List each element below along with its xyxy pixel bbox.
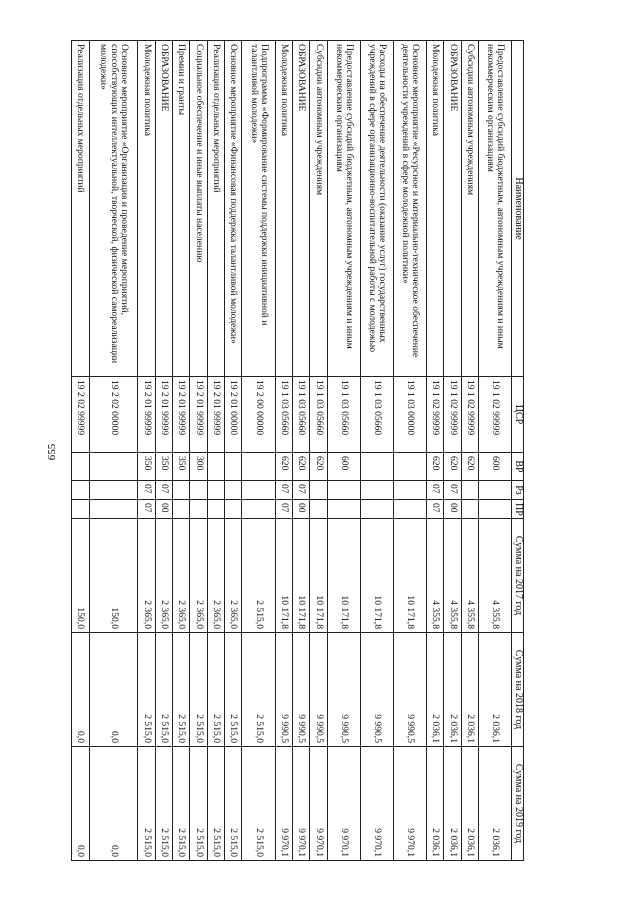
row-rz [327, 481, 360, 500]
row-sum-2018: 2 515,0 [225, 633, 242, 747]
row-vr: 620 [275, 453, 292, 481]
row-sum-2018: 2 036,1 [444, 633, 461, 747]
row-pr [72, 500, 90, 519]
row-name: Субсидии автономным учреждениям [461, 41, 478, 377]
row-pr [242, 500, 275, 519]
row-rz [72, 481, 90, 500]
header-sum-2018: Сумма на 2018 год [512, 633, 524, 747]
row-sum-2019: 2 515,0 [138, 747, 155, 861]
row-csr: 19 2 01 99999 [138, 377, 155, 453]
row-csr: 19 1 03 00000 [393, 377, 426, 453]
row-rz: 07 [292, 481, 309, 500]
row-vr [393, 453, 426, 481]
row-rz [89, 481, 138, 500]
row-vr: 620 [461, 453, 478, 481]
row-sum-2018: 2 515,0 [138, 633, 155, 747]
row-sum-2017: 150,0 [72, 519, 90, 633]
row-sum-2018: 2 515,0 [190, 633, 207, 747]
row-vr [360, 453, 393, 481]
row-sum-2018: 2 036,1 [461, 633, 478, 747]
row-csr: 19 1 03 05660 [327, 377, 360, 453]
table-row [310, 41, 327, 861]
row-sum-2018: 0,0 [89, 633, 138, 747]
table-row [173, 41, 190, 861]
row-pr [190, 500, 207, 519]
header-row [512, 41, 524, 861]
row-sum-2019: 2 515,0 [173, 747, 190, 861]
table-row [89, 41, 138, 861]
row-pr [225, 500, 242, 519]
row-pr [393, 500, 426, 519]
header-vr: ВР [512, 453, 524, 481]
row-pr: 00 [444, 500, 461, 519]
row-sum-2019: 2 515,0 [190, 747, 207, 861]
row-name: Основное мероприятие «Финансовая поддержка талантливой молодежи» [225, 41, 242, 377]
row-name: Реализация отдельных мероприятий [207, 41, 224, 377]
row-pr [327, 500, 360, 519]
row-csr: 19 1 03 05660 [310, 377, 327, 453]
row-name: Реализация отдельных мероприятий [72, 41, 90, 377]
row-pr [461, 500, 478, 519]
header-csr: ЦСР [512, 377, 524, 453]
row-vr [225, 453, 242, 481]
row-vr: 350 [173, 453, 190, 481]
row-csr: 19 1 03 05660 [360, 377, 393, 453]
table-row [242, 41, 275, 861]
row-vr: 620 [427, 453, 444, 481]
row-name: ОБРАЗОВАНИЕ [155, 41, 172, 377]
row-sum-2019: 2 515,0 [207, 747, 224, 861]
row-rz: 07 [138, 481, 155, 500]
row-sum-2017: 4 355,8 [427, 519, 444, 633]
row-csr: 19 1 03 05660 [275, 377, 292, 453]
row-rz [360, 481, 393, 500]
row-rz [461, 481, 478, 500]
row-rz [190, 481, 207, 500]
row-sum-2018: 9 990,5 [360, 633, 393, 747]
row-name: Основное мероприятие «Организация и проведение мероприятий, способствующих интеллектуальной, творческой, физической самореализации молодежи» [89, 41, 138, 377]
row-sum-2017: 10 171,8 [310, 519, 327, 633]
row-sum-2017: 2 365,0 [173, 519, 190, 633]
row-name: Премии и гранты [173, 41, 190, 377]
row-sum-2018: 2 036,1 [479, 633, 512, 747]
row-name: Субсидии автономным учреждениям [310, 41, 327, 377]
table-row [427, 41, 444, 861]
row-csr: 19 1 02 99999 [461, 377, 478, 453]
table-row [138, 41, 155, 861]
header-pr: ПР [512, 500, 524, 519]
row-rz [310, 481, 327, 500]
row-csr: 19 2 02 99999 [72, 377, 90, 453]
row-rz [479, 481, 512, 500]
row-sum-2017: 2 365,0 [190, 519, 207, 633]
row-rz [393, 481, 426, 500]
row-pr [89, 500, 138, 519]
row-pr [207, 500, 224, 519]
row-sum-2017: 4 355,8 [444, 519, 461, 633]
row-sum-2019: 9 970,1 [275, 747, 292, 861]
row-sum-2018: 9 990,5 [292, 633, 309, 747]
row-pr [479, 500, 512, 519]
row-name: Основное мероприятие «Ресурсное и материально-техническое обеспечение деятельности учреждений в сфере молодежной политики» [393, 41, 426, 377]
table-row [207, 41, 224, 861]
row-name: ОБРАЗОВАНИЕ [292, 41, 309, 377]
row-sum-2019: 9 970,1 [310, 747, 327, 861]
row-vr: 600 [327, 453, 360, 481]
row-csr: 19 2 01 99999 [190, 377, 207, 453]
row-name: Молодежная политика [138, 41, 155, 377]
row-csr: 19 2 01 99999 [173, 377, 190, 453]
row-rz [207, 481, 224, 500]
table-row [225, 41, 242, 861]
row-rz [173, 481, 190, 500]
row-name: Предоставление субсидий бюджетным, автономным учреждениям и иным некоммерческим организациям [479, 41, 512, 377]
row-sum-2019: 2 036,1 [444, 747, 461, 861]
table-row [72, 41, 90, 861]
row-sum-2018: 2 515,0 [155, 633, 172, 747]
row-sum-2018: 9 990,5 [310, 633, 327, 747]
row-vr: 300 [190, 453, 207, 481]
table-row [190, 41, 207, 861]
row-pr: 00 [292, 500, 309, 519]
table-row [360, 41, 393, 861]
row-sum-2017: 10 171,8 [393, 519, 426, 633]
row-sum-2019: 9 970,1 [292, 747, 309, 861]
row-sum-2018: 9 990,5 [393, 633, 426, 747]
budget-table [71, 40, 524, 861]
row-rz [242, 481, 275, 500]
row-rz: 07 [155, 481, 172, 500]
row-rz [225, 481, 242, 500]
row-sum-2018: 2 515,0 [173, 633, 190, 747]
row-csr: 19 2 02 00000 [89, 377, 138, 453]
row-csr: 19 2 01 99999 [207, 377, 224, 453]
table-row [327, 41, 360, 861]
header-sum-2019: Сумма на 2019 год [512, 747, 524, 861]
row-sum-2019: 9 970,1 [393, 747, 426, 861]
row-pr: 07 [138, 500, 155, 519]
table-row [479, 41, 512, 861]
table-row [461, 41, 478, 861]
row-sum-2019: 0,0 [72, 747, 90, 861]
row-sum-2018: 2 515,0 [242, 633, 275, 747]
row-vr: 620 [444, 453, 461, 481]
row-vr [89, 453, 138, 481]
row-sum-2018: 2 515,0 [207, 633, 224, 747]
row-sum-2017: 2 365,0 [225, 519, 242, 633]
row-vr: 620 [310, 453, 327, 481]
table-row [292, 41, 309, 861]
row-sum-2017: 2 515,0 [242, 519, 275, 633]
row-sum-2019: 2 036,1 [479, 747, 512, 861]
row-csr: 19 1 02 99999 [479, 377, 512, 453]
row-sum-2017: 10 171,8 [292, 519, 309, 633]
row-csr: 19 1 02 99999 [427, 377, 444, 453]
row-vr: 620 [292, 453, 309, 481]
row-rz: 07 [444, 481, 461, 500]
row-sum-2018: 9 990,5 [327, 633, 360, 747]
row-sum-2017: 4 355,8 [479, 519, 512, 633]
table-row [393, 41, 426, 861]
row-name: Предоставление субсидий бюджетным, автономным учреждениям и иным некоммерческим организациям [327, 41, 360, 377]
row-sum-2019: 9 970,1 [360, 747, 393, 861]
table-body [72, 41, 512, 861]
row-sum-2019: 2 036,1 [461, 747, 478, 861]
row-name: ОБРАЗОВАНИЕ [444, 41, 461, 377]
row-sum-2019: 9 970,1 [327, 747, 360, 861]
row-sum-2019: 2 036,1 [427, 747, 444, 861]
row-rz: 07 [275, 481, 292, 500]
row-pr: 00 [155, 500, 172, 519]
row-sum-2017: 10 171,8 [327, 519, 360, 633]
row-sum-2019: 2 515,0 [242, 747, 275, 861]
row-sum-2018: 0,0 [72, 633, 90, 747]
row-pr [173, 500, 190, 519]
row-name: Подпрограмма «Формирование системы поддержки инициативной и талантливой молодежи» [242, 41, 275, 377]
row-name: Молодежная политика [275, 41, 292, 377]
row-pr [310, 500, 327, 519]
row-sum-2017: 10 171,8 [360, 519, 393, 633]
row-sum-2017: 10 171,8 [275, 519, 292, 633]
row-sum-2017: 2 365,0 [155, 519, 172, 633]
row-sum-2019: 0,0 [89, 747, 138, 861]
row-pr: 07 [427, 500, 444, 519]
row-csr: 19 1 03 05660 [292, 377, 309, 453]
header-rz: Рз [512, 481, 524, 500]
row-sum-2017: 4 355,8 [461, 519, 478, 633]
rotated-table-wrapper [71, 40, 524, 860]
row-vr: 600 [479, 453, 512, 481]
row-sum-2018: 2 036,1 [427, 633, 444, 747]
header-sum-2017: Сумма на 2017 год [512, 519, 524, 633]
row-pr [360, 500, 393, 519]
row-csr: 19 2 01 00000 [225, 377, 242, 453]
row-sum-2017: 150,0 [89, 519, 138, 633]
header-name: Наименование [512, 41, 524, 377]
row-csr: 19 2 00 00000 [242, 377, 275, 453]
row-rz: 07 [427, 481, 444, 500]
row-sum-2019: 2 515,0 [155, 747, 172, 861]
table-row [275, 41, 292, 861]
row-vr: 350 [155, 453, 172, 481]
row-vr: 350 [138, 453, 155, 481]
row-sum-2018: 9 990,5 [275, 633, 292, 747]
row-sum-2019: 2 515,0 [225, 747, 242, 861]
page-number: 655 [46, 443, 58, 461]
row-sum-2017: 2 365,0 [138, 519, 155, 633]
row-name: Расходы на обеспечение деятельности (оказание услуг) государственных учреждений в сфере организационно-воспитательной работы с молодежью [360, 41, 393, 377]
row-sum-2017: 2 365,0 [207, 519, 224, 633]
row-name: Социальное обеспечение и иные выплаты населению [190, 41, 207, 377]
row-vr [72, 453, 90, 481]
row-name: Молодежная политика [427, 41, 444, 377]
table-row [155, 41, 172, 861]
row-csr: 19 1 02 99999 [444, 377, 461, 453]
row-pr: 07 [275, 500, 292, 519]
row-vr [242, 453, 275, 481]
row-vr [207, 453, 224, 481]
table-row [444, 41, 461, 861]
row-csr: 19 2 01 99999 [155, 377, 172, 453]
